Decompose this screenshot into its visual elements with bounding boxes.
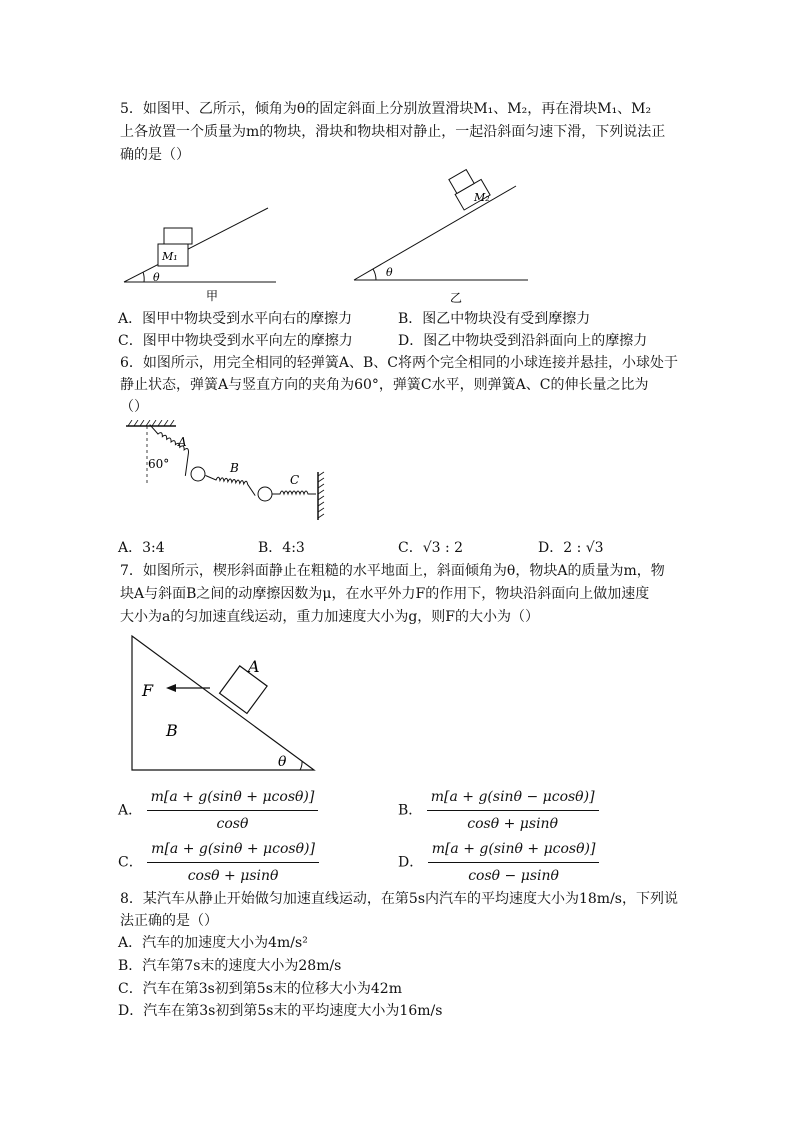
angle-theta-q7: θ (278, 754, 287, 770)
q7-option-c-numerator: m[a + g(sinθ + μcosθ)] (147, 838, 319, 863)
q6-option-d[interactable]: D．2 : √3 (538, 540, 604, 556)
q7-option-d-numerator: m[a + g(sinθ + μcosθ)] (428, 838, 600, 863)
spring-c (272, 491, 316, 494)
spring-b-label: B (230, 461, 239, 475)
q8-stem-line-1: 8．某汽车从静止开始做匀加速直线运动，在第5s内汽车的平均速度大小为18m/s，下列说 (120, 891, 678, 907)
q5-stem-line-2: 上各放置一个质量为m的物块，滑块和物块相对静止，一起沿斜面匀速下滑，下列说法正 (120, 124, 666, 140)
q5-option-b[interactable]: B．图乙中物块没有受到摩擦力 (398, 311, 591, 327)
caption-yi: 乙 (450, 291, 463, 305)
q6-stem-line-2: 静止状态，弹簧A与竖直方向的夹角为60°，弹簧C水平，则弹簧A、C的伸长量之比为 (120, 377, 649, 393)
q8-option-c[interactable]: C．汽车在第3s初到第5s末的位移大小为42m (118, 981, 402, 997)
q7-option-c-denominator: cosθ + μsinθ (187, 868, 279, 884)
q7-option-b-fraction (427, 786, 599, 835)
angle-theta-right: θ (386, 266, 393, 279)
q7-stem-line-2: 块A与斜面B之间的动摩擦因数为μ，在水平外力F的作用下，物块沿斜面向上做加速度 (120, 586, 650, 602)
wedge-b (132, 636, 314, 770)
q7-stem-line-1: 7．如图所示，楔形斜面静止在粗糙的水平地面上，斜面倾角为θ，物块A的质量为m，物 (120, 563, 665, 579)
ball-1 (191, 467, 205, 481)
q5-figure-left (124, 208, 276, 303)
q7-option-d-letter: D． (398, 854, 424, 871)
q5-option-a[interactable]: A．图甲中物块受到水平向右的摩擦力 (118, 311, 353, 327)
caption-jia: 甲 (206, 289, 219, 303)
q7-option-d[interactable] (398, 838, 599, 887)
q5-option-d[interactable]: D．图乙中物块受到沿斜面向上的摩擦力 (398, 333, 648, 349)
q7-option-a-numerator: m[a + g(sinθ + μcosθ)] (147, 786, 319, 811)
wedge-label-b: B (166, 721, 178, 740)
q7-option-b-denominator: cosθ + μsinθ (467, 816, 559, 832)
q8-option-a[interactable]: A．汽车的加速度大小为4m/s² (118, 935, 308, 951)
q5-figure (118, 166, 538, 308)
q7-option-b-numerator: m[a + g(sinθ − μcosθ)] (427, 786, 599, 811)
q7-option-d-denominator: cosθ − μsinθ (468, 868, 559, 884)
spring-b (204, 475, 257, 495)
label-m2: M₂ (474, 191, 490, 204)
q5-stem-line-1: 5．如图甲、乙所示，倾角为θ的固定斜面上分别放置滑块M₁、M₂，再在滑块M₁、M₂ (120, 101, 652, 117)
angle-60: 60° (148, 457, 170, 471)
q6-figure (118, 420, 338, 526)
q7-option-c-fraction (147, 838, 319, 887)
q7-option-a-letter: A． (118, 802, 143, 819)
q7-option-a[interactable] (118, 786, 318, 835)
q6-option-c[interactable]: C．√3 : 2 (398, 540, 464, 556)
spring-a-label: A (178, 435, 187, 449)
q5-figure-right (354, 166, 528, 305)
ball-2 (258, 487, 272, 501)
spring-c-label: C (290, 473, 300, 487)
block-m-left (164, 228, 192, 244)
block-label-a: A (248, 657, 260, 676)
q8-stem-line-2: 法正确的是（） (120, 913, 218, 929)
q6-stem-line-3: （） (120, 399, 148, 415)
q8-option-b[interactable]: B．汽车第7s末的速度大小为28m/s (118, 958, 342, 974)
q7-stem-line-3: 大小为a的匀加速直线运动，重力加速度大小为g，则F的大小为（） (120, 609, 540, 625)
q6-option-b[interactable]: B．4:3 (258, 540, 305, 556)
q8-option-d[interactable]: D．汽车在第3s初到第5s末的平均速度大小为16m/s (118, 1003, 443, 1019)
force-label-f: F (142, 681, 154, 700)
q7-option-b-letter: B． (398, 802, 423, 819)
q5-option-c[interactable]: C．图甲中物块受到水平向左的摩擦力 (118, 333, 353, 349)
q7-option-b[interactable] (398, 786, 599, 835)
label-m1: M₁ (162, 250, 178, 263)
q7-option-a-fraction (147, 786, 319, 835)
q6-option-a[interactable]: A．3:4 (118, 540, 165, 556)
q7-figure (128, 632, 322, 774)
angle-theta-left: θ (153, 271, 160, 284)
q5-stem-line-3: 确的是（） (120, 147, 190, 163)
q7-option-c[interactable] (118, 838, 319, 887)
q7-option-c-letter: C． (118, 854, 143, 871)
q7-option-a-denominator: cosθ (216, 816, 249, 832)
q6-stem-line-1: 6．如图所示，用完全相同的轻弹簧A、B、C将两个完全相同的小球连接并悬挂，小球处于 (120, 355, 679, 371)
q7-option-d-fraction (428, 838, 600, 887)
